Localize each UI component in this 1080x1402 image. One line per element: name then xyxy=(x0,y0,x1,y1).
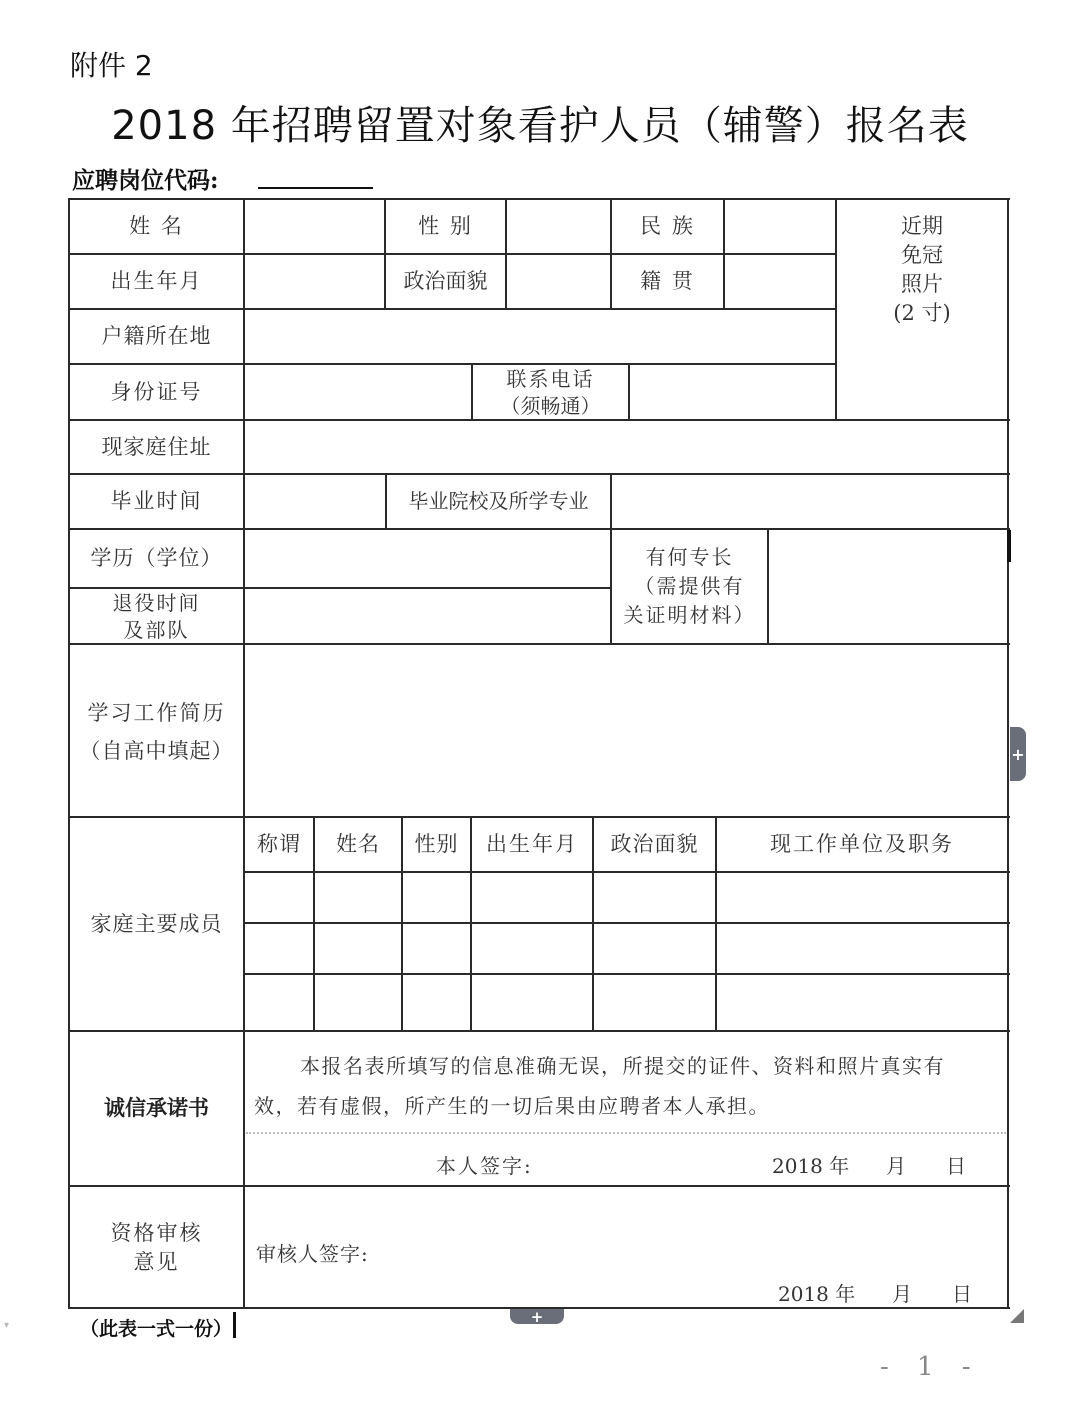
photo-label-2: 免冠 xyxy=(901,242,943,267)
pledge-divider xyxy=(246,1132,1006,1134)
label-review-line2: 意见 xyxy=(133,1250,180,1274)
photo-label-1: 近期 xyxy=(901,213,943,238)
family-col-employer: 现工作单位及职务 xyxy=(770,832,954,857)
address-input[interactable] xyxy=(245,421,1007,473)
table-resize-handle[interactable] xyxy=(1010,1309,1024,1323)
family-col-name: 姓名 xyxy=(336,832,380,857)
label-graduation-time: 毕业时间 xyxy=(110,489,203,514)
page-title: 2018 年招聘留置对象看护人员（辅警）报名表 xyxy=(111,103,969,149)
pledge-signature-field[interactable] xyxy=(540,1144,760,1180)
position-code-field[interactable] xyxy=(258,187,373,189)
native-place-input[interactable] xyxy=(725,255,835,308)
label-phone xyxy=(473,363,628,420)
label-skills xyxy=(612,530,767,643)
label-name: 姓 名 xyxy=(129,214,184,239)
label-school-major: 毕业院校及所学专业 xyxy=(408,488,589,513)
label-skills-line3: 关证明材料） xyxy=(623,603,756,627)
label-resume-line1: 学习工作简历 xyxy=(87,700,226,725)
add-column-button[interactable]: + xyxy=(1010,727,1026,781)
family-col-political: 政治面貌 xyxy=(610,832,699,857)
family-row-1[interactable] xyxy=(245,873,1007,922)
gender-input[interactable] xyxy=(507,200,610,253)
label-address: 现家庭住址 xyxy=(101,434,212,459)
page-number: - 1 - xyxy=(880,1352,981,1382)
label-retirement xyxy=(70,589,243,643)
pledge-text-line2: 效，若有虚假，所产生的一切后果由应聘者本人承担。 xyxy=(254,1094,770,1118)
pledge-date-year: 2018 年 xyxy=(772,1154,850,1178)
review-signature-field[interactable] xyxy=(380,1230,780,1266)
graduation-time-input[interactable] xyxy=(245,475,385,528)
position-code-label: 应聘岗位代码: xyxy=(72,167,219,194)
education-input[interactable] xyxy=(245,530,610,587)
label-native-place: 籍 贯 xyxy=(640,269,695,294)
label-pledge: 诚信承诺书 xyxy=(104,1096,209,1121)
label-skills-line1: 有何专长 xyxy=(645,545,734,569)
review-date-month: 月 xyxy=(892,1282,912,1306)
skills-input[interactable] xyxy=(769,530,1007,643)
photo-box[interactable] xyxy=(837,200,1007,419)
label-resume xyxy=(70,645,243,816)
pledge-date-day: 日 xyxy=(946,1154,966,1178)
label-political-status: 政治面貌 xyxy=(403,269,488,294)
add-row-button[interactable]: + xyxy=(510,1309,564,1324)
political-status-input[interactable] xyxy=(507,255,610,308)
retirement-input[interactable] xyxy=(245,589,610,643)
family-col-relation: 称谓 xyxy=(257,832,301,857)
label-household: 户籍所在地 xyxy=(101,324,212,349)
ethnicity-input[interactable] xyxy=(725,200,835,253)
pledge-signature-label: 本人签字: xyxy=(436,1154,533,1178)
label-skills-line2: （需提供有 xyxy=(634,574,745,598)
birth-input[interactable] xyxy=(245,255,384,308)
label-retirement-line1: 退役时间 xyxy=(112,591,201,615)
phone-input[interactable] xyxy=(630,365,835,419)
family-row-2[interactable] xyxy=(245,924,1007,973)
paragraph-marker-icon: ▾ xyxy=(4,1320,10,1331)
label-retirement-line2: 及部队 xyxy=(123,618,190,642)
family-row-3[interactable] xyxy=(245,975,1007,1030)
label-ethnicity: 民 族 xyxy=(640,214,695,239)
photo-label-3: 照片 xyxy=(901,271,943,296)
family-col-gender: 性别 xyxy=(414,832,459,857)
school-major-input[interactable] xyxy=(612,475,1007,528)
name-input[interactable] xyxy=(245,200,384,253)
resume-textarea[interactable] xyxy=(245,645,1007,816)
pledge-text-line1: 本报名表所填写的信息准确无误，所提交的证件、资料和照片真实有 xyxy=(300,1054,945,1078)
label-gender: 性 别 xyxy=(418,214,473,239)
label-phone-line2: （须畅通） xyxy=(500,393,601,418)
family-col-birth: 出生年月 xyxy=(486,832,578,857)
pledge-date-month: 月 xyxy=(886,1154,906,1178)
label-education: 学历（学位） xyxy=(90,546,223,571)
text-cursor xyxy=(233,1312,236,1338)
label-review xyxy=(70,1187,243,1307)
footnote: （此表一式一份） xyxy=(80,1318,233,1340)
label-family: 家庭主要成员 xyxy=(90,911,223,936)
label-review-line1: 资格审核 xyxy=(110,1221,203,1245)
label-resume-line2: （自高中填起） xyxy=(79,738,234,763)
text-cursor-mark xyxy=(1007,530,1011,562)
label-birth: 出生年月 xyxy=(110,269,203,294)
review-signature-label: 审核人签字: xyxy=(256,1242,369,1266)
photo-label-4: (2 寸) xyxy=(893,300,951,325)
review-date-day: 日 xyxy=(952,1282,972,1306)
review-date-year: 2018 年 xyxy=(778,1282,856,1306)
attachment-label: 附件 2 xyxy=(70,49,153,82)
label-phone-line1: 联系电话 xyxy=(506,366,595,391)
id-number-input[interactable] xyxy=(245,365,471,419)
table-border-right xyxy=(1007,198,1009,1309)
household-input[interactable] xyxy=(245,310,835,363)
label-id-number: 身份证号 xyxy=(110,379,203,404)
